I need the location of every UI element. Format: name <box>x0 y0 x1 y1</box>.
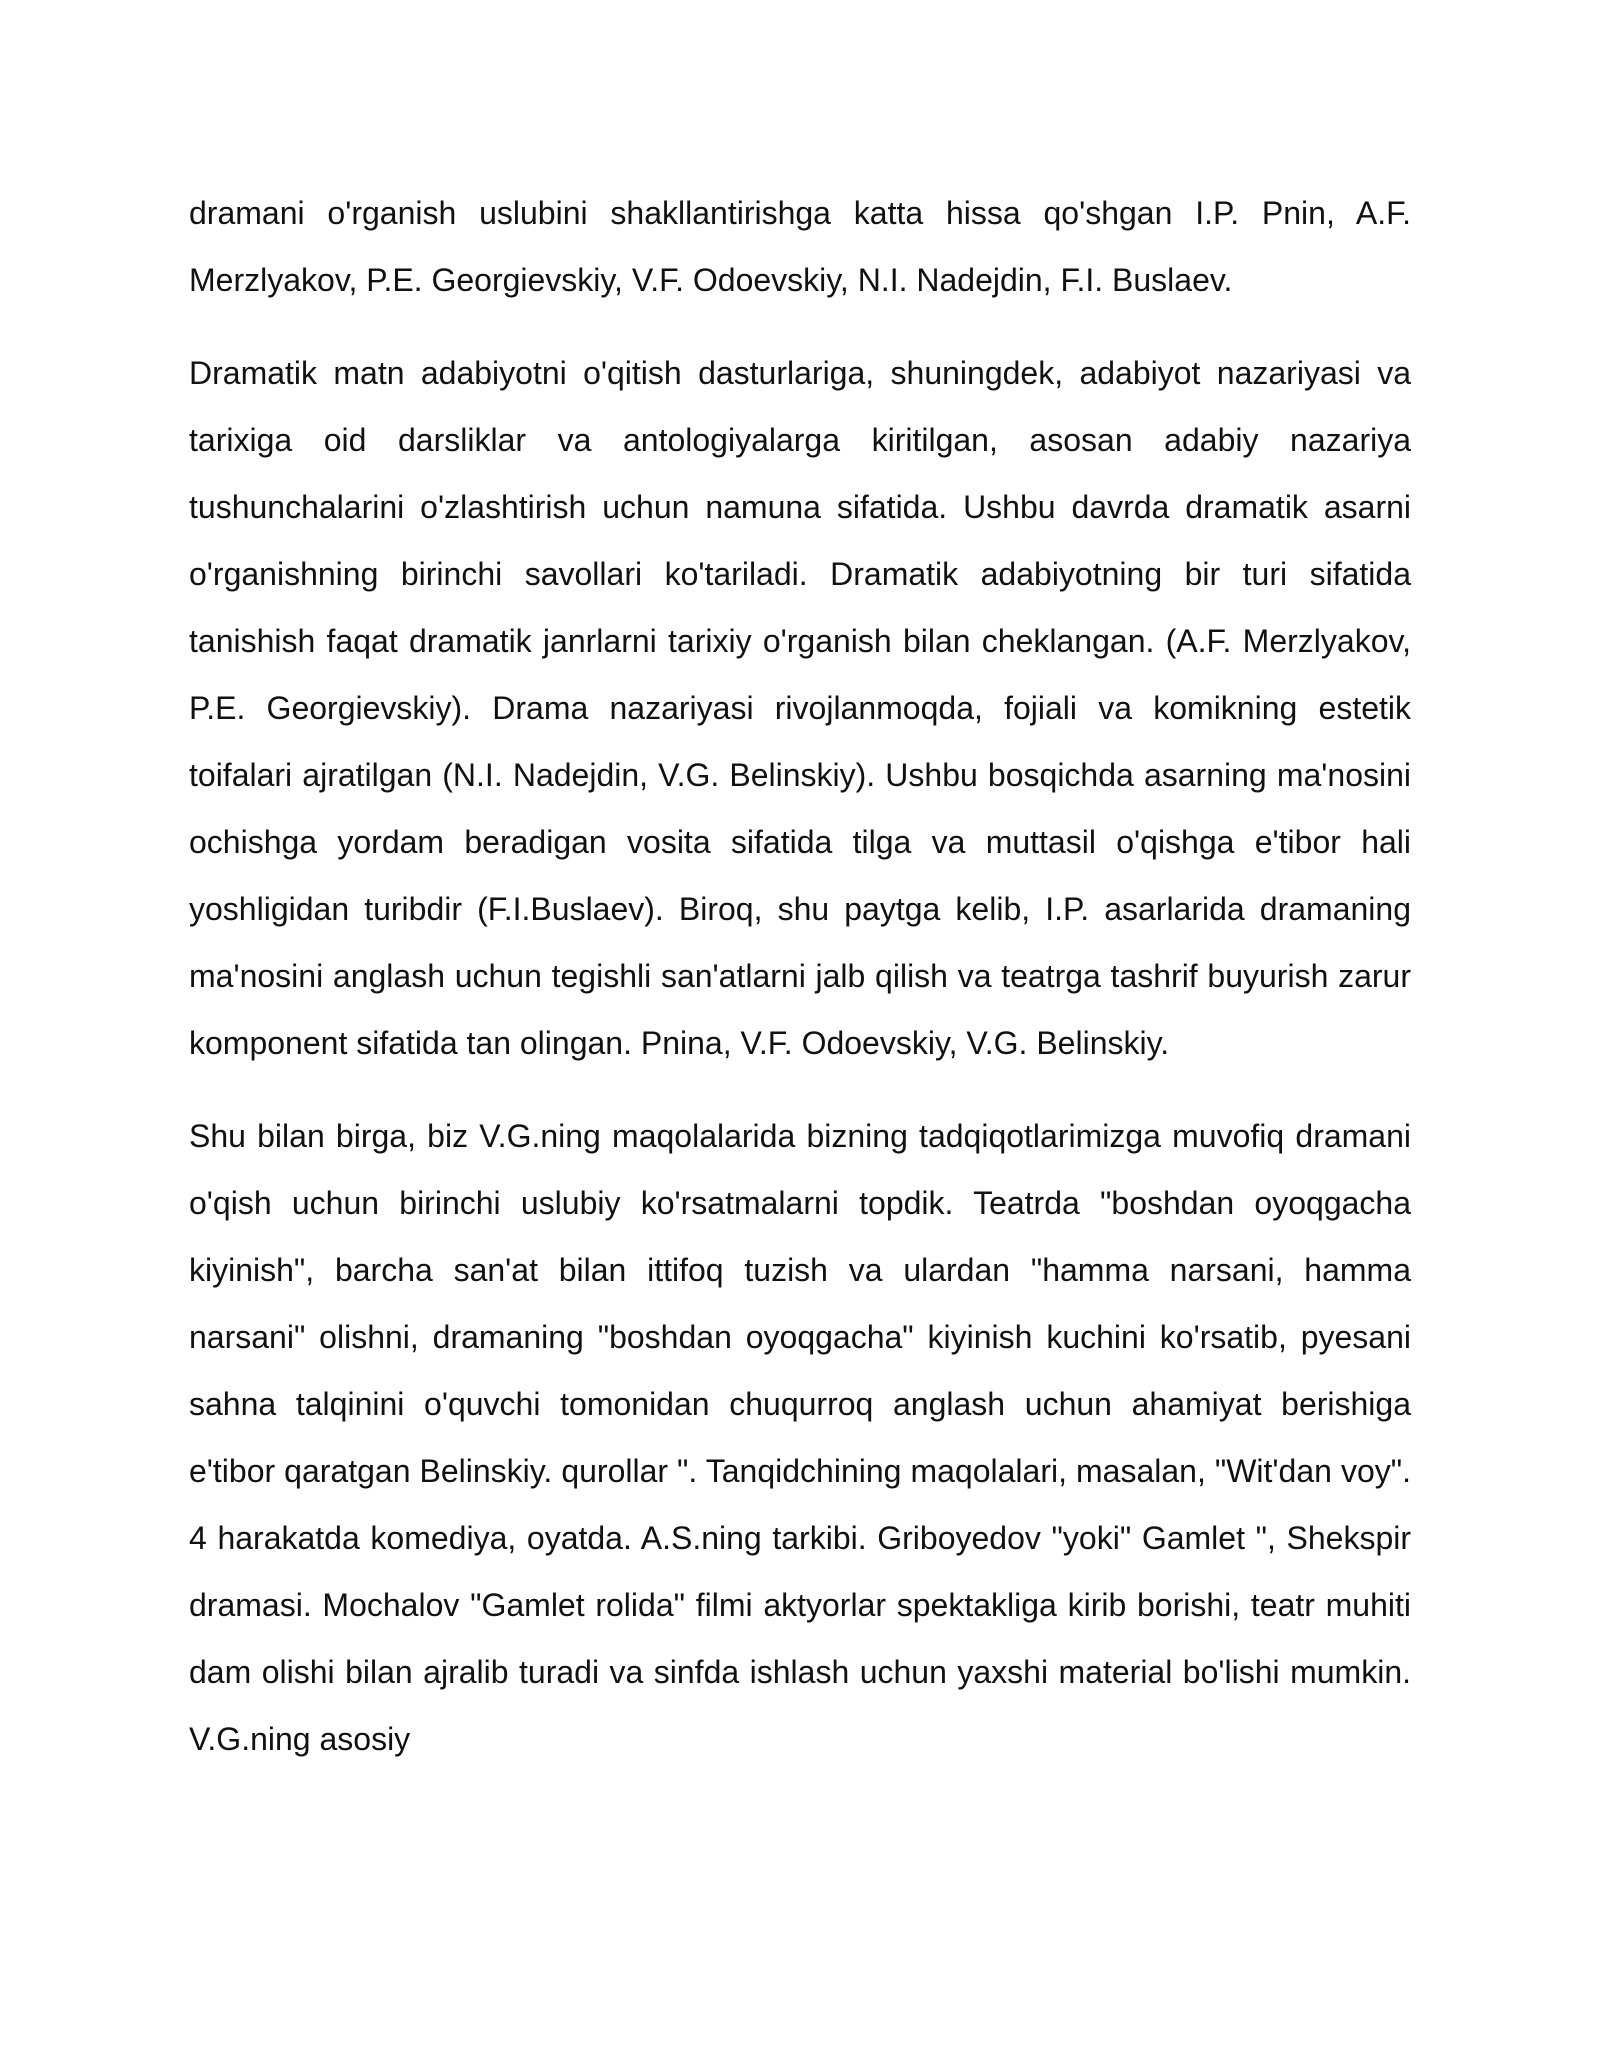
paragraph-2: Dramatik matn adabiyotni o'qitish dasturlariga, shuningdek, adabiyot nazariyasi va tarixiga oid darsliklar va antologiyalarga kiritilgan, asosan adabiy nazariya tushunchalarini o'zlashtirish uchun namuna sifatida. Ushbu davrda dramatik asarni o'rganishning birinchi savollari ko'tariladi. Dramatik adabiyotning bir turi sifatida tanishish faqat dramatik janrlarni tarixiy o'rganish bilan cheklangan. (A.F. Merzlyakov, P.E. Georgievskiy). Drama nazariyasi rivojlanmoqda, fojiali va komikning estetik toifalari ajratilgan (N.I. Nadejdin, V.G. Belinskiy). Ushbu bosqichda asarning ma'nosini ochishga yordam beradigan vosita sifatida tilga va muttasil o'qishga e'tibor hali yoshligidan turibdir (F.I.Buslaev). Biroq, shu paytga kelib, I.P. asarlarida dramaning ma'nosini anglash uchun tegishli san'atlarni jalb qilish va teatrga tashrif buyurish zarur komponent sifatida tan olingan. Pnina, V.F. Odoevskiy, V.G. Belinskiy. <box>189 355 1411 1061</box>
paragraph-1: dramani o'rganish uslubini shakllantirishga katta hissa qo'shgan I.P. Pnin, A.F. Merzlyakov, P.E. Georgievskiy, V.F. Odoevskiy, N.I. Nadejdin, F.I. Buslaev. <box>189 195 1411 298</box>
paragraph-3: Shu bilan birga, biz V.G.ning maqolalarida bizning tadqiqotlarimizga muvofiq dramani o'qish uchun birinchi uslubiy ko'rsatmalarni topdik. Teatrda "boshdan oyoqgacha kiyinish", barcha san'at bilan ittifoq tuzish va ulardan "hamma narsani, hamma narsani" olishni, dramaning "boshdan oyoqgacha" kiyinish kuchini ko'rsatib, pyesani sahna talqinini o'quvchi tomonidan chuqurroq anglash uchun ahamiyat berishiga e'tibor qaratgan Belinskiy. qurollar ". Tanqidchining maqolalari, masalan, "Wit'dan voy". 4 harakatda komediya, oyatda. A.S.ning tarkibi. Griboyedov "yoki" Gamlet ", Shekspir dramasi. Mochalov "Gamlet rolida" filmi aktyorlar spektakliga kirib borishi, teatr muhiti dam olishi bilan ajralib turadi va sinfda ishlash uchun yaxshi material bo'lishi mumkin. V.G.ning asosiy <box>189 1118 1411 1757</box>
document-page <box>189 180 1411 1799</box>
